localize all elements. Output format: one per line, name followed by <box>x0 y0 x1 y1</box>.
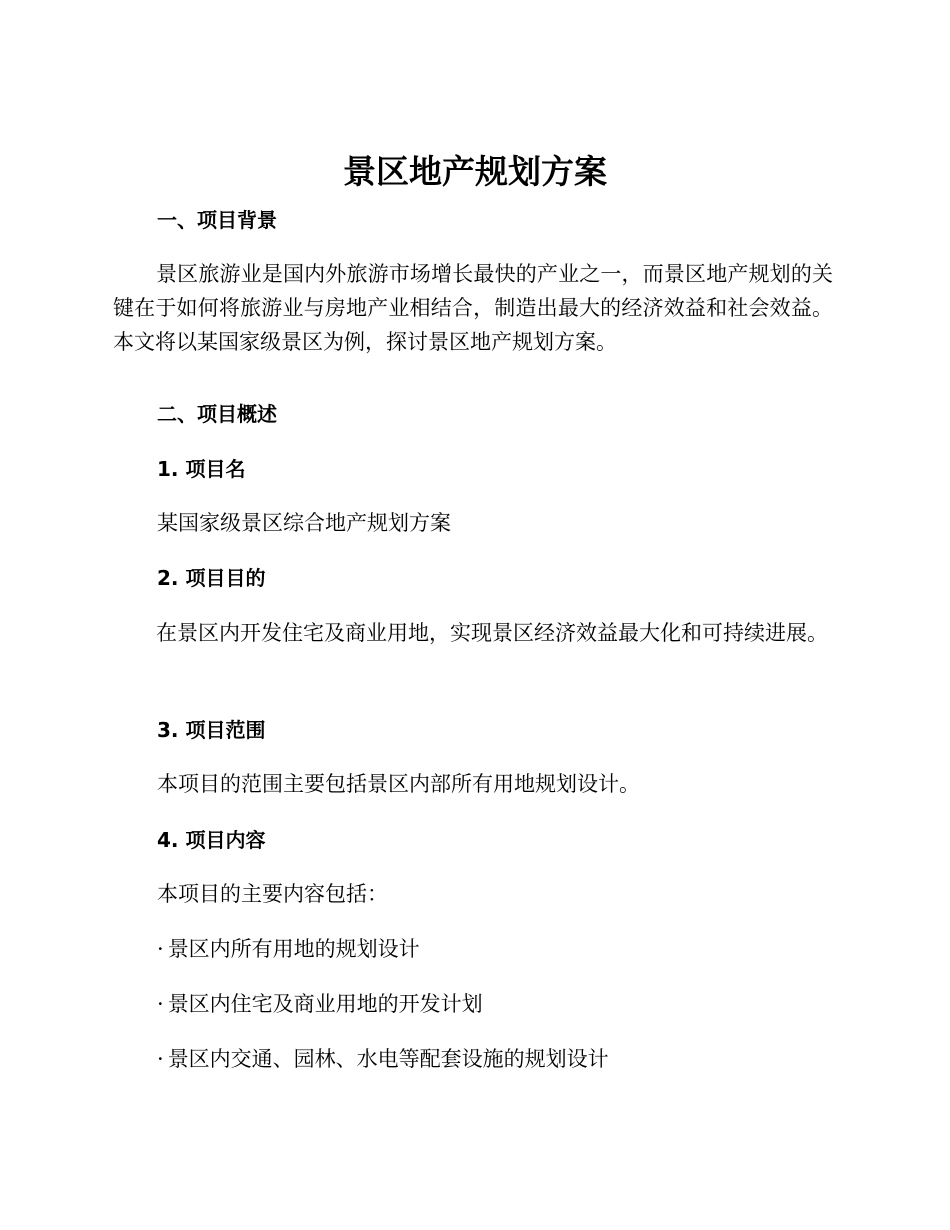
item-heading-purpose: 2. 项目目的 <box>157 566 266 590</box>
bullet-icon: · <box>157 1047 164 1071</box>
item-heading-scope: 3. 项目范围 <box>157 718 266 742</box>
item-text-purpose: 在景区内开发住宅及商业用地，实现景区经济效益最大化和可持续进展。 <box>156 621 828 645</box>
bullet-text: 景区内住宅及商业用地的开发计划 <box>167 992 483 1016</box>
section-heading-overview: 二、项目概述 <box>157 402 277 426</box>
bullet-icon: · <box>157 992 164 1016</box>
document-title: 景区地产规划方案 <box>343 152 607 191</box>
item-text-scope: 本项目的范围主要包括景区内部所有用地规划设计。 <box>157 772 640 796</box>
item-text-name: 某国家级景区综合地产规划方案 <box>157 511 451 535</box>
item-heading-name: 1. 项目名 <box>157 457 246 481</box>
bullet-item <box>157 935 420 963</box>
bullet-item <box>157 990 483 1018</box>
bullet-item <box>157 1045 609 1073</box>
bullet-text: 景区内所有用地的规划设计 <box>167 937 420 961</box>
bullet-text: 景区内交通、园林、水电等配套设施的规划设计 <box>167 1047 609 1071</box>
item-text-content: 本项目的主要内容包括： <box>157 882 388 906</box>
item-heading-content: 4. 项目内容 <box>157 828 266 852</box>
section-heading-background: 一、项目背景 <box>157 208 277 232</box>
bullet-icon: · <box>157 937 164 961</box>
background-paragraph: 景区旅游业是国内外旅游市场增长最快的产业之一，而景区地产规划的关键在于如何将旅游业与房地产业相结合，制造出最大的经济效益和社会效益。本文将以某国家级景区为例，探讨景区地产规划方案。 <box>113 262 833 354</box>
